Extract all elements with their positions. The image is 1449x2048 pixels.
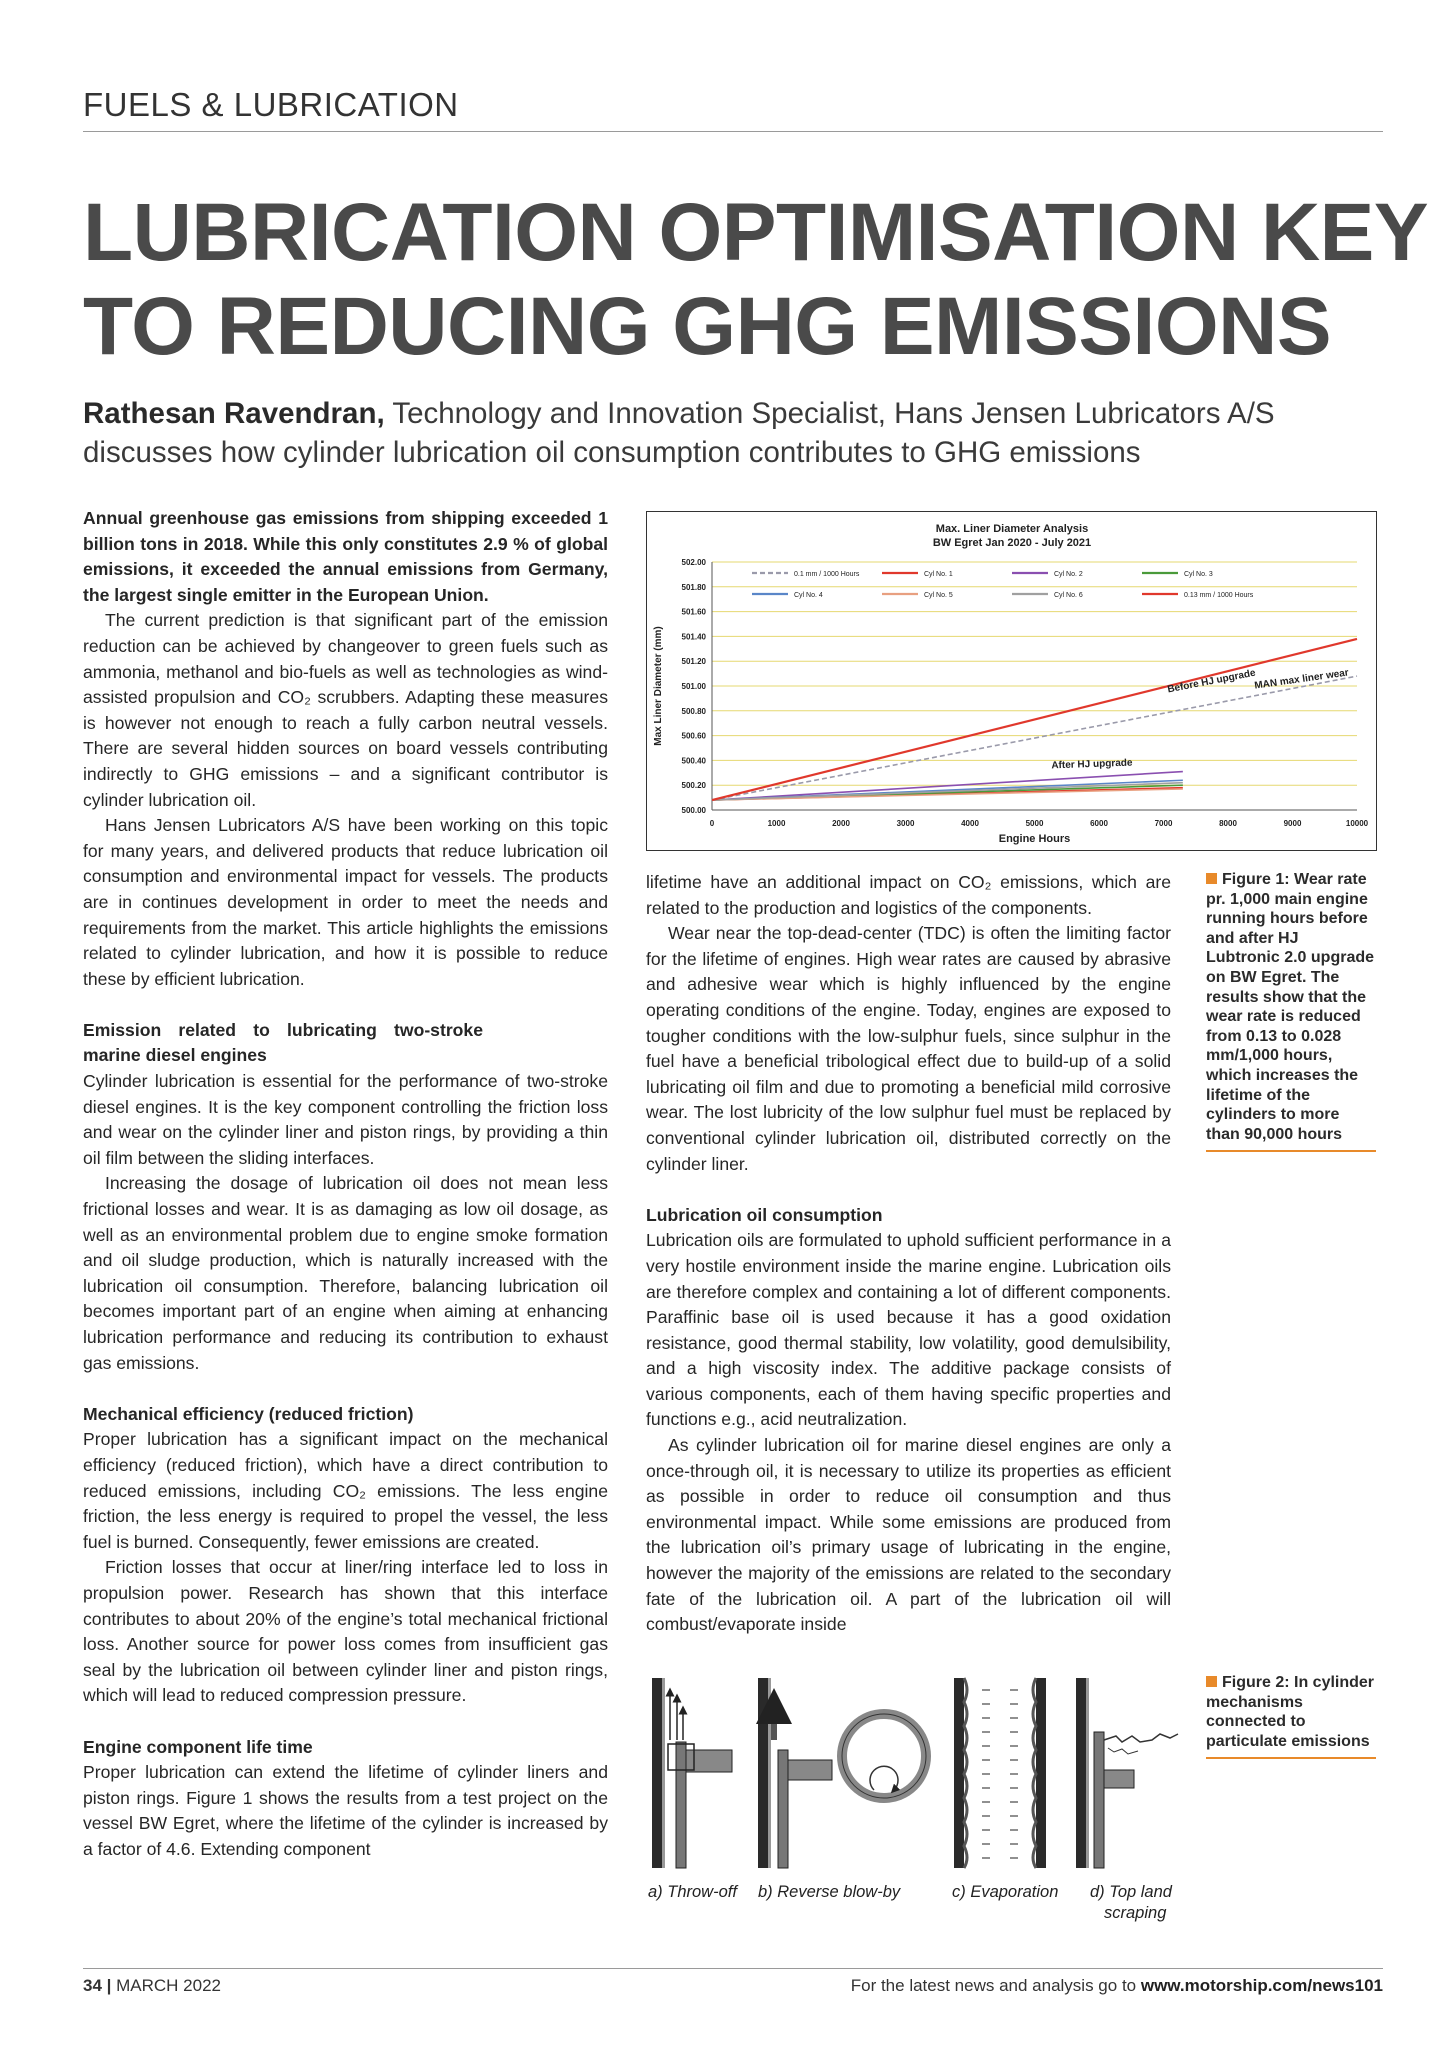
paragraph: Cylinder lubrication is essential for the performance of two-stroke diesel engines. It is the key component controlling the friction loss and wear on the cylinder liner and piston rings, by providing a thin oil film between the sliding interfaces. — [83, 1071, 608, 1168]
headline-line-1: LUBRICATION OPTIMISATION KEY — [83, 187, 1429, 278]
label-throw-off: a) Throw-off — [648, 1883, 737, 1901]
label-scraping: scraping — [1104, 1904, 1167, 1922]
paragraph: Friction losses that occur at liner/ring interface led to loss in propulsion power. Research has shown that this interface contributes to about 20% of the engine’s total mechanical frictional loss. Another source for power loss comes from insufficient gas seal by the lubrication oil between cylinder liner and piston rings, which will lead to reduced compression pressure. — [83, 1557, 608, 1706]
y-tick-label: 501.60 — [681, 607, 706, 617]
reverse-blow-by-diagram — [758, 1678, 926, 1868]
y-tick-label: 500.40 — [681, 756, 706, 766]
x-tick-label: 1000 — [767, 819, 786, 828]
y-tick-label: 501.80 — [681, 582, 706, 592]
chart-subtitle: BW Egret Jan 2020 - July 2021 — [932, 537, 1092, 549]
subheading: Lubrication oil consumption — [646, 1204, 883, 1225]
paragraph: Proper lubrication can extend the lifetime of cylinder liners and piston rings. Figure 1 shows the results from a test project on the vessel BW Egret, where the lifetime of the cylinder is increased by a factor of 4.6. Extending component — [83, 1762, 608, 1859]
lead-paragraph: Annual greenhouse gas emissions from shipping exceeded 1 billion tons in 2018. While this only constitutes 2.9 % of global emissions, it exceeded the annual emissions from Germany, the largest single emitter in the European Union. — [83, 508, 608, 605]
issue-date: MARCH 2022 — [111, 1976, 221, 1995]
paragraph: The current prediction is that significant part of the emission reduction can be achieved by changeover to green fuels such as ammonia, methanol and bio-fuels as well as technologies as wind-assisted propulsion and CO₂ scrubbers. Adapting these measures is however not enough to reach a fully carbon neutral vessels. There are several hidden sources on board vessels contributing indirectly to GHG emissions – and a significant contributor is cylinder lubrication oil. — [83, 610, 608, 810]
chart-annotation: MAN max liner wear — [1253, 667, 1350, 692]
footer-page-info — [83, 1976, 221, 1996]
legend-label: 0.13 mm / 1000 Hours — [1184, 592, 1254, 599]
x-tick-label: 7000 — [1154, 819, 1173, 828]
top-land-scraping-diagram — [1076, 1678, 1178, 1868]
legend-label: Cyl No. 5 — [924, 592, 953, 599]
y-tick-label: 502.00 — [681, 558, 706, 567]
paragraph: Proper lubrication has a significant impact on the mechanical efficiency (reduced friction), which have a direct contribution to reduced emissions, including CO₂ emissions. The less engine friction, the less energy is required to propel the vessel, the less fuel is burned. Consequently, fewer emissions are created. — [83, 1429, 608, 1552]
subheading: Emission related to lubricating two-stroke marine diesel engines — [83, 1019, 483, 1066]
label-evaporation: c) Evaporation — [952, 1883, 1059, 1901]
legend-label: Cyl No. 2 — [1054, 571, 1083, 578]
chart-annotation: After HJ upgrade — [1051, 757, 1133, 772]
y-tick-label: 501.20 — [681, 657, 706, 667]
section-label: FUELS & LUBRICATION — [83, 86, 459, 123]
x-tick-label: 10000 — [1345, 819, 1369, 828]
x-tick-label: 5000 — [1025, 819, 1044, 828]
legend-label: Cyl No. 3 — [1184, 571, 1213, 578]
series-line — [712, 676, 1357, 800]
figure-2-caption — [1206, 1673, 1376, 1759]
paragraph: Increasing the dosage of lubrication oil does not mean less frictional losses and wear. It is as damaging as low oil dosage, as well as an environmental problem due to engine smoke formation and oil sludge production, which is naturally increased with the lubrication oil consumption. Therefore, balancing lubrication oil becomes important part of an engine when aiming at enhancing lubrication performance and reducing its contribution to exhaust gas emissions. — [83, 1173, 608, 1373]
standfirst — [83, 394, 1393, 472]
standfirst-text: Technology and Innovation Specialist, Hans Jensen Lubricators A/S discusses how cylinder lubrication oil consumption contributes to GHG emissions — [83, 397, 1275, 469]
footer-rule — [83, 1968, 1383, 1969]
x-axis-label: Engine Hours — [998, 833, 1071, 845]
chart-title: Max. Liner Diameter Analysis — [935, 523, 1089, 535]
cylinder-mechanisms-illustration — [646, 1670, 1186, 1880]
x-tick-label: 2000 — [832, 819, 850, 828]
x-tick-label: 6000 — [1090, 819, 1108, 828]
page-number: 34 | — [83, 1976, 112, 1995]
headline-line-2: TO REDUCING GHG EMISSIONS — [83, 281, 1332, 372]
paragraph: Hans Jensen Lubricators A/S have been working on this topic for many years, and delivered products that reduce lubrication oil consumption and environmental impact for vessels. The products are in continues development in order to meet the needs and requirements from the market. This article highlights the emissions related to cylinder lubrication, and how it is possible to reduce these by efficient lubrication. — [83, 815, 608, 989]
series-line — [712, 639, 1357, 800]
legend-label: 0.1 mm / 1000 Hours — [794, 571, 860, 578]
chart-annotation: Before HJ upgrade — [1166, 667, 1257, 696]
throw-off-diagram — [652, 1678, 732, 1868]
paragraph: As cylinder lubrication oil for marine diesel engines are only a once-through oil, it is necessary to utilize its properties as efficient as possible in order to reduce oil consumption and thus environmental impact. While some emissions are produced from the lubrication oil’s primary usage of lubricating in the engine, however the majority of the emissions are related to the secondary fate of the lubrication oil. A part of the lubrication oil will combust/evaporate inside — [646, 1435, 1171, 1635]
article-column-2 — [646, 870, 1171, 1638]
legend-label: Cyl No. 1 — [924, 571, 953, 578]
x-tick-label: 9000 — [1283, 819, 1302, 828]
y-tick-label: 500.20 — [681, 781, 706, 791]
x-tick-label: 0 — [709, 819, 715, 828]
paragraph: Lubrication oils are formulated to uphold sufficient performance in a very hostile environment inside the marine engine. Lubrication oils are therefore complex and containing a lot of different components. Paraffinic base oil is used because it has a good oxidation resistance, good thermal stability, low volatility, good demulsibility, and a high viscosity index. The additive package consists of various components, each of them having specific properties and functions e.g., acid neutralization. — [646, 1230, 1171, 1430]
figure-2-caption-text: Figure 2: In cylinder mechanisms connected to particulate emissions — [1206, 1674, 1375, 1750]
subheading: Engine component life time — [83, 1736, 313, 1757]
article-column-1 — [83, 506, 608, 1862]
label-reverse-blow-by: b) Reverse blow-by — [758, 1883, 901, 1901]
section-rule — [83, 131, 1383, 132]
x-tick-label: 3000 — [896, 819, 915, 828]
x-tick-label: 8000 — [1219, 819, 1237, 828]
x-tick-label: 4000 — [961, 819, 979, 828]
figure-2 — [646, 1670, 1186, 1930]
evaporation-diagram — [954, 1678, 1046, 1868]
y-tick-label: 500.00 — [681, 806, 706, 815]
y-tick-label: 500.80 — [681, 706, 706, 716]
label-top-land: d) Top land — [1090, 1883, 1172, 1901]
y-axis-label: Max Liner Diameter (mm) — [653, 626, 664, 746]
footer-promo — [851, 1976, 1383, 1996]
promo-text: For the latest news and analysis go to — [850, 1976, 1141, 1995]
wear-chart — [647, 512, 1376, 850]
promo-link[interactable]: www.motorship.com/news101 — [1140, 1976, 1383, 1995]
paragraph: lifetime have an additional impact on CO₂ emissions, which are related to the production and logistics of the components. — [646, 872, 1171, 918]
y-tick-label: 500.60 — [681, 731, 706, 741]
figure-1-caption-text: Figure 1: Wear rate pr. 1,000 main engine running hours before and after HJ Lubtronic 2.0 upgrade on BW Egret. The results show that the wear rate is reduced from 0.13 to 0.028 mm/1,000 hours, which increases the lifetime of the cylinders to more than 90,000 hours — [1206, 871, 1375, 1143]
paragraph: Wear near the top-dead-center (TDC) is often the limiting factor for the lifetime of engines. High wear rates are caused by abrasive and adhesive wear which is highly influenced by the engine operating conditions of the engine. Today, engines are exposed to tougher conditions with the low-sulphur fuels, since sulphur in the fuel have a beneficial tribological effect due to build-up of a solid lubricating oil film and due to promoting a beneficial mild corrosive wear. The lost lubricity of the low sulphur fuel must be replaced by conventional cylinder lubrication oil, distributed correctly on the cylinder liner. — [646, 923, 1171, 1174]
subheading: Mechanical efficiency (reduced friction) — [83, 1403, 414, 1424]
figure-1-chart — [646, 511, 1377, 851]
y-tick-label: 501.00 — [681, 682, 706, 691]
legend-label: Cyl No. 6 — [1054, 592, 1083, 599]
headline — [83, 186, 1429, 374]
author-name: Rathesan Ravendran, — [83, 397, 385, 430]
y-tick-label: 501.40 — [681, 632, 706, 642]
legend-label: Cyl No. 4 — [794, 592, 823, 599]
figure-1-caption — [1206, 870, 1376, 1152]
